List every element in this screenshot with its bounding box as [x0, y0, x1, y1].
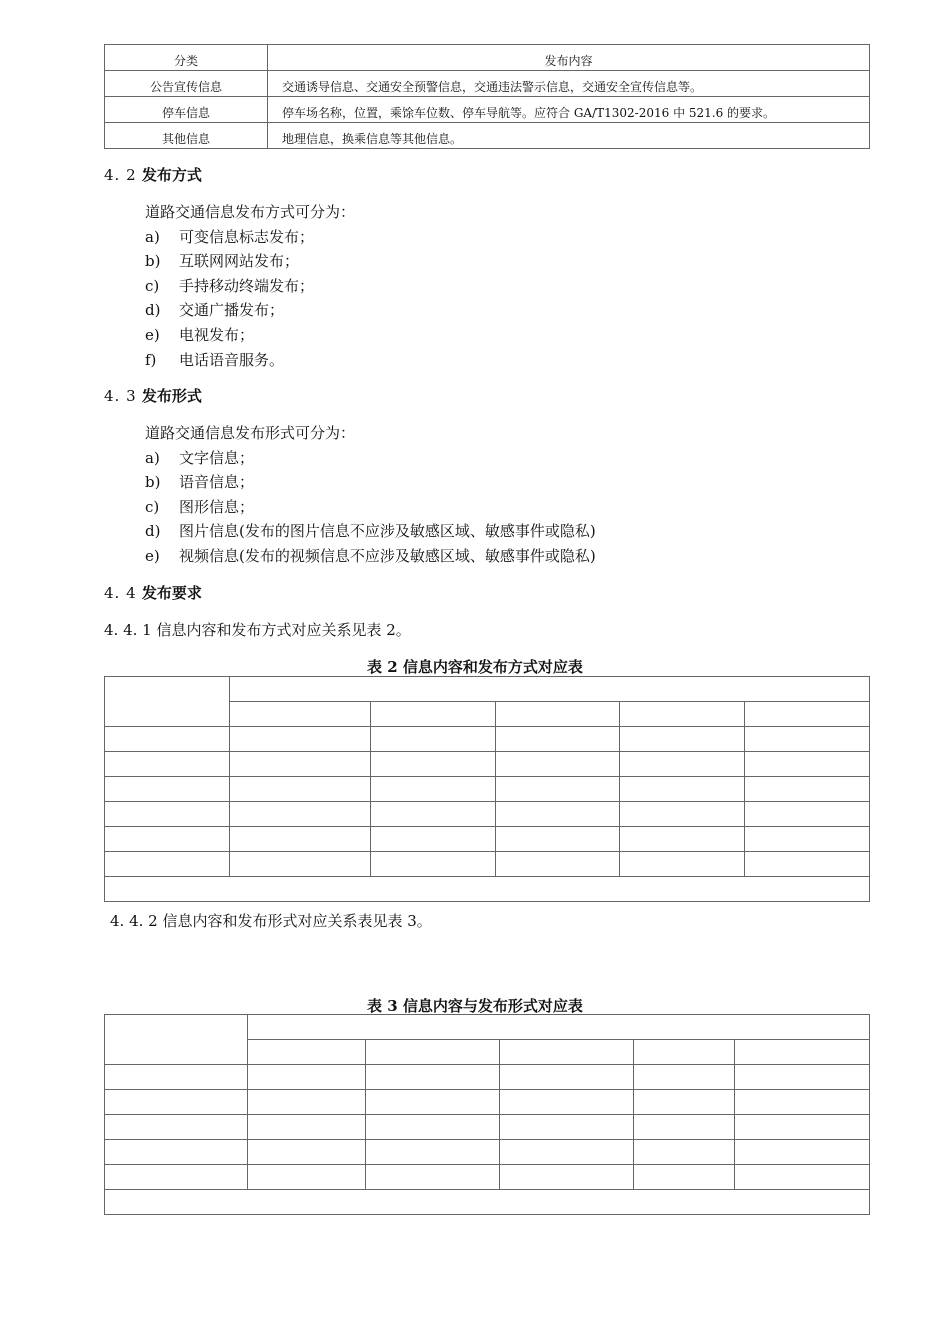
- table-row: [105, 727, 870, 752]
- table-2-caption: 表 2 信息内容和发布方式对应表: [367, 658, 583, 676]
- section-number: 4. 2: [104, 166, 137, 184]
- category-content-table: [104, 44, 870, 149]
- section-intro: 道路交通信息发布形式可分为：: [145, 424, 356, 442]
- table-3: [104, 1014, 870, 1215]
- list-item: b) 语音信息；: [145, 473, 255, 491]
- list-item: b) 互联网网站发布；: [145, 252, 300, 270]
- table-cell-content: 交通诱导信息、交通安全预警信息，交通违法警示信息，交通安全宣传信息等。: [268, 71, 870, 97]
- list-item: a) 文字信息；: [145, 449, 255, 467]
- section-number: 4. 3: [104, 387, 137, 405]
- paragraph-4-4-2: 4. 4. 2 信息内容和发布形式对应关系表见表 3。: [110, 912, 432, 930]
- table-row: [105, 1165, 870, 1190]
- table-cell-category: 停车信息: [105, 97, 268, 123]
- section-title: 发布要求: [141, 584, 202, 602]
- table-header-row: [105, 45, 870, 71]
- table-row: [105, 1190, 870, 1215]
- table-row: [105, 877, 870, 902]
- list-item: c) 图形信息；: [145, 498, 255, 516]
- table-row: [105, 97, 870, 123]
- list-item: a) 可变信息标志发布；: [145, 228, 315, 246]
- table-cell-content: 停车场名称，位置，乘馀车位数、停车导航等。应符合 GA/T1302-2016 中 521.6 的要求。: [268, 97, 870, 123]
- table-row: [105, 677, 870, 702]
- table-row: [105, 827, 870, 852]
- list-item: e) 电视发布；: [145, 326, 255, 344]
- table-row: [105, 802, 870, 827]
- list-item: c) 手持移动终端发布；: [145, 277, 315, 295]
- table-header-content: 发布内容: [268, 45, 870, 71]
- section-title: 发布形式: [141, 387, 202, 405]
- table-row: [105, 777, 870, 802]
- section-heading-4-2: [104, 164, 202, 185]
- list-item: d) 图片信息(发布的图片信息不应涉及敏感区域、敏感事件或隐私): [145, 522, 596, 540]
- paragraph-4-4-1: 4. 4. 1 信息内容和发布方式对应关系见表 2。: [104, 621, 411, 639]
- table-row: [105, 123, 870, 149]
- table-row: [105, 1140, 870, 1165]
- table-row: [105, 71, 870, 97]
- section-title: 发布方式: [141, 166, 202, 184]
- list-item: d) 交通广播发布；: [145, 301, 285, 319]
- section-heading-4-4: [104, 582, 202, 603]
- list-item: f) 电话语音服务。: [145, 351, 285, 369]
- section-number: 4. 4: [104, 584, 137, 602]
- table-row: [105, 1015, 870, 1040]
- table-3-caption: 表 3 信息内容与发布形式对应表: [367, 997, 583, 1015]
- table-row: [105, 852, 870, 877]
- table-2: [104, 676, 870, 902]
- table-cell-category: 其他信息: [105, 123, 268, 149]
- section-intro: 道路交通信息发布方式可分为：: [145, 203, 356, 221]
- table-cell-content: 地理信息，换乘信息等其他信息。: [268, 123, 870, 149]
- table-row: [105, 752, 870, 777]
- table-row: [105, 1115, 870, 1140]
- table-cell-category: 公告宣传信息: [105, 71, 268, 97]
- list-item: e) 视频信息(发布的视频信息不应涉及敏感区域、敏感事件或隐私): [145, 547, 596, 565]
- table-header-category: 分类: [105, 45, 268, 71]
- section-heading-4-3: [104, 385, 202, 406]
- table-row: [105, 1065, 870, 1090]
- table-row: [105, 1090, 870, 1115]
